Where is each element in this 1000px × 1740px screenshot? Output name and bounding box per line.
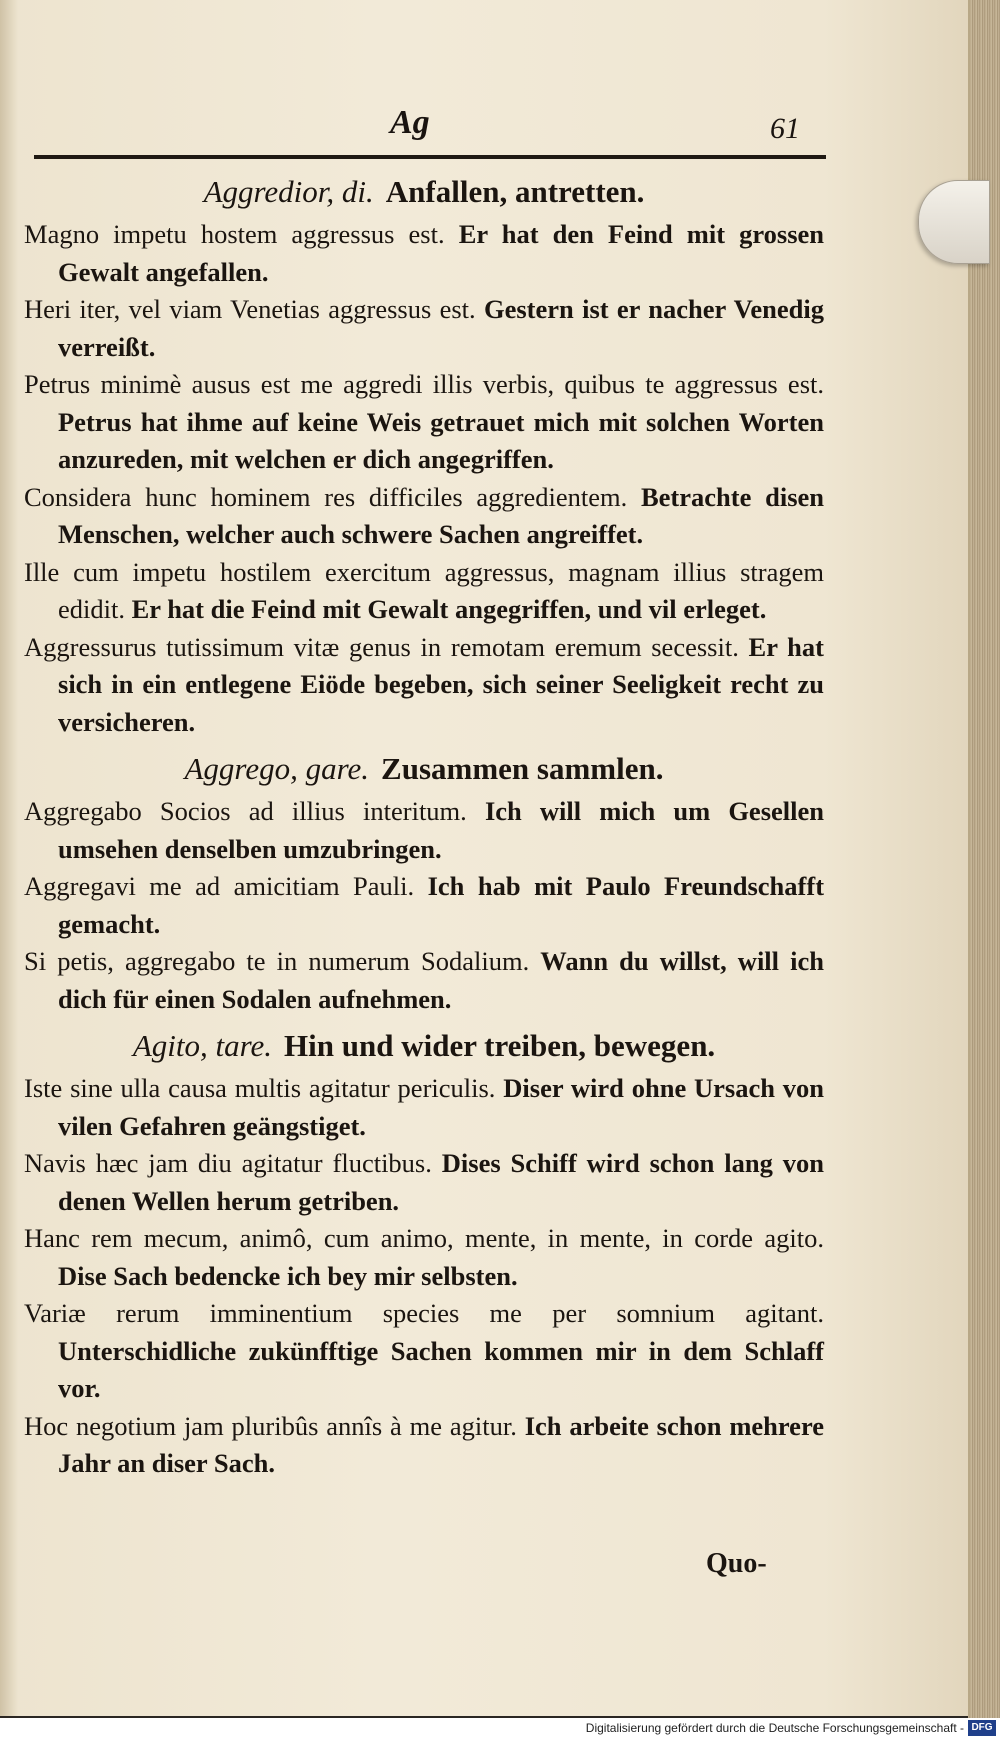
dictionary-entry (24, 1220, 824, 1295)
running-head: Ag (390, 104, 430, 141)
dictionary-entry (24, 291, 824, 366)
dictionary-entry (24, 479, 824, 554)
entry-latin: Navis hæc jam diu agitatur fluctibus. (24, 1148, 432, 1178)
dictionary-entry (24, 1295, 824, 1408)
entry-latin: Heri iter, vel viam Venetias aggressus est. (24, 294, 476, 324)
entry-german: Er hat die Feind mit Gewalt angegriffen, und vil erleget. (131, 594, 767, 624)
entry-german: Petrus hat ihme auf keine Weis getrauet mich mit solchen Worten anzureden, mit welchen er dich angegriffen. (58, 406, 824, 474)
lemma-latin: Aggredior, di. (203, 174, 374, 209)
dictionary-entry (24, 629, 824, 742)
dictionary-entry (24, 216, 824, 291)
lemma-german: Hin und wider treiben, bewegen. (284, 1028, 716, 1063)
entry-german: Er hat den Feind mit grossen Gewalt angefallen. (58, 219, 825, 287)
page-clip (918, 180, 990, 264)
dictionary-entry (24, 868, 824, 943)
entry-latin: Petrus minimè ausus est me aggredi illis verbis, quibus te aggressus est. (24, 369, 824, 399)
entry-german: Ich will mich um Gesellen umsehen denselben umzubringen. (58, 796, 824, 864)
dictionary-entry (24, 943, 824, 1018)
entry-latin: Si petis, aggregabo te in numerum Sodalium. (24, 946, 530, 976)
lemma-latin: Agito, tare. (132, 1028, 273, 1063)
dictionary-entry (24, 1070, 824, 1145)
lemma-latin: Aggrego, gare. (184, 751, 370, 786)
entry-latin: Considera hunc hominem res difficiles aggredientem. (24, 481, 628, 512)
entry-latin: Hanc rem mecum, animô, cum animo, mente, in mente, in corde agito. (24, 1223, 824, 1253)
dictionary-entry (24, 366, 824, 479)
entry-latin: Variæ rerum imminentium species me per somnium agitant. (24, 1298, 824, 1328)
entry-german: Dises Schiff wird schon lang von denen Wellen herum getriben. (58, 1148, 824, 1216)
lemma-heading (24, 1024, 824, 1068)
entry-german: Dise Sach bedencke ich bey mir selbsten. (58, 1260, 518, 1291)
entry-latin: Iste sine ulla causa multis agitatur periculis. (24, 1073, 496, 1103)
header-rule (34, 155, 826, 159)
entry-german: Unterschidliche zukünfftige Sachen kommen mir in dem Schlaff vor. (58, 1335, 824, 1403)
entry-german: Er hat sich in ein entlegene Eiöde begeben, sich seiner Seeligkeit recht zu versicheren. (58, 631, 824, 737)
entry-german: Ich arbeite schon mehrere Jahr an diser Sach. (58, 1410, 824, 1478)
dfg-logo: DFG (968, 1720, 996, 1736)
catchword: Quo- (706, 1548, 767, 1579)
entry-german: Gestern ist er nacher Venedig verreißt. (58, 294, 824, 362)
dictionary-entry (24, 554, 824, 629)
lemma-heading (24, 170, 824, 214)
page-number: 61 (770, 112, 800, 145)
lemma-german: Zusammen sammlen. (381, 751, 664, 786)
entry-german: Diser wird ohne Ursach von vilen Gefahren geängstiget. (58, 1073, 825, 1141)
digitization-credit: Digitalisierung gefördert durch die Deutsche Forschungsgemeinschaft - (585, 1721, 964, 1735)
entry-latin: Aggressurus tutissimum vitæ genus in remotam eremum secessit. (24, 631, 739, 662)
entry-german: Ich hab mit Paulo Freundschafft gemacht. (58, 871, 825, 939)
entry-latin: Aggregavi me ad amicitiam Pauli. (24, 871, 415, 901)
entry-latin: Ille cum impetu hostilem exercitum aggressus, magnam illius stragem edidit. (24, 556, 824, 624)
entry-german: Wann du willst, will ich dich für einen Sodalen aufnehmen. (58, 946, 824, 1014)
dictionary-content (24, 164, 824, 1483)
entry-latin: Magno impetu hostem aggressus est. (24, 219, 445, 249)
dictionary-entry (24, 1408, 824, 1483)
entry-latin: Aggregabo Socios ad illius interitum. (24, 796, 467, 826)
page-gutter (0, 0, 18, 1716)
entry-german: Betrachte disen Menschen, welcher auch schwere Sachen angreiffet. (58, 481, 825, 549)
entry-latin: Hoc negotium jam pluribûs annîs à me agitur. (24, 1410, 517, 1441)
lemma-heading (24, 747, 824, 791)
dictionary-entry (24, 1145, 824, 1220)
dictionary-entry (24, 793, 824, 868)
lemma-german: Anfallen, antretten. (385, 174, 645, 209)
